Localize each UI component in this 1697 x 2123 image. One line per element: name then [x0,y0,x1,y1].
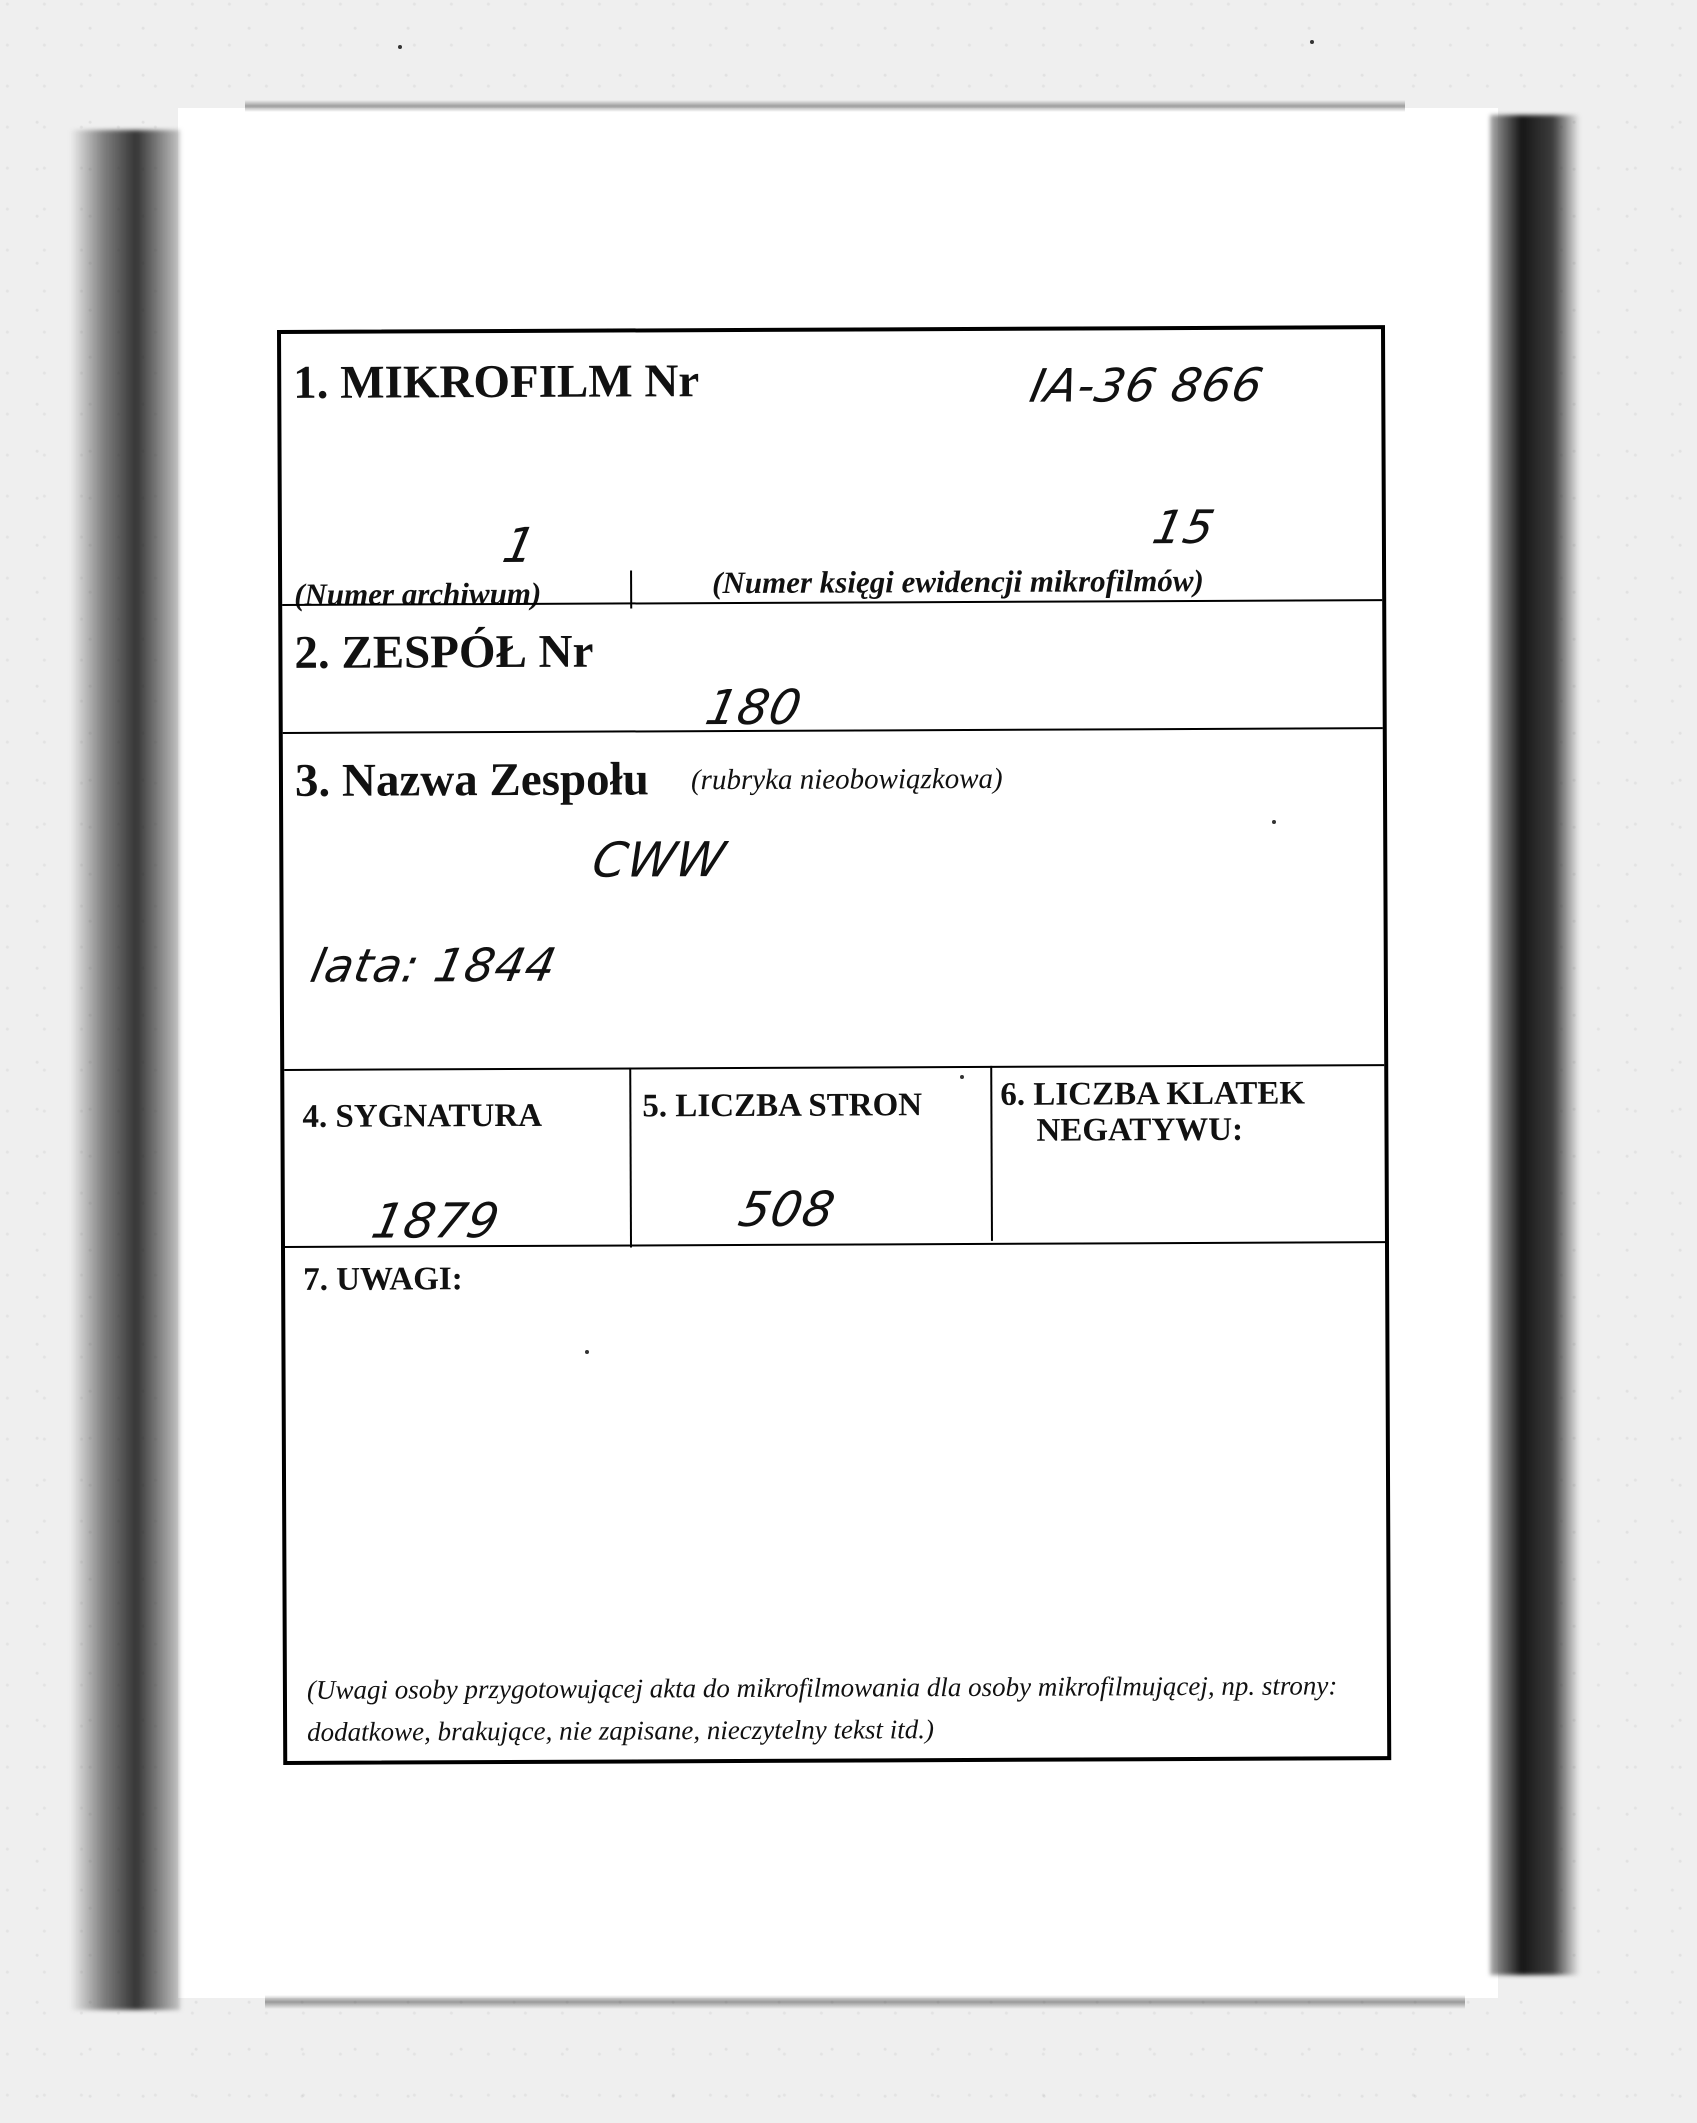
zespol-label: 2. ZESPÓŁ Nr [294,625,594,679]
register-number-caption: (Numer księgi ewidencji mikrofilmów) [712,562,1204,601]
klatek-label-line1: 6. LICZBA KLATEK [1000,1075,1306,1113]
klatek-label-line2: NEGATYWU: [1036,1111,1244,1149]
scan-speck [585,1350,589,1354]
register-number-value: 15 [1148,499,1221,555]
liczba-stron-value: 508 [734,1181,841,1239]
divider-2 [283,727,1383,734]
scan-edge-shadow-bottom [265,1995,1465,2009]
microfilm-form [277,325,1391,1765]
nazwa-label: 3. Nazwa Zespołu [294,753,649,807]
scan-edge-shadow-top [245,100,1405,112]
sygnatura-value: 1879 [367,1193,505,1250]
divider-3 [284,1064,1384,1071]
col-divider-1 [629,1067,632,1247]
uwagi-note: (Uwagi osoby przygotowującej akta do mikrofilmowania dla osoby mikrofilmującej, np. strony: dodatkowe, brakujące, nie zapisane, nieczytelny tekst itd.) [306,1670,1338,1747]
scan-edge-shadow-left [70,130,180,2010]
scan-speck [960,1075,964,1079]
scan-edge-shadow-right [1490,115,1580,1975]
sygnatura-label: 4. SYGNATURA [302,1097,543,1135]
uwagi-label: 7. UWAGI: [303,1261,463,1298]
nazwa-years: lata: 1844 [306,937,562,993]
scan-speck [398,45,402,49]
scan-speck [1272,820,1276,824]
liczba-stron-label: 5. LICZBA STRON [642,1087,923,1125]
zespol-value: 180 [700,679,808,737]
nazwa-hint: (rubryka nieobowiązkowa) [690,762,1003,797]
archive-number-caption: (Numer archiwum) [294,575,542,612]
scan-speck [1310,40,1314,44]
mikrofilm-handwritten-number: IA-36 866 [1025,357,1269,413]
mikrofilm-label: 1. MIKROFILM Nr [293,355,700,409]
archive-number-value: 1 [498,517,542,575]
nazwa-value: CWW [587,832,731,889]
col-divider-2 [990,1066,993,1241]
